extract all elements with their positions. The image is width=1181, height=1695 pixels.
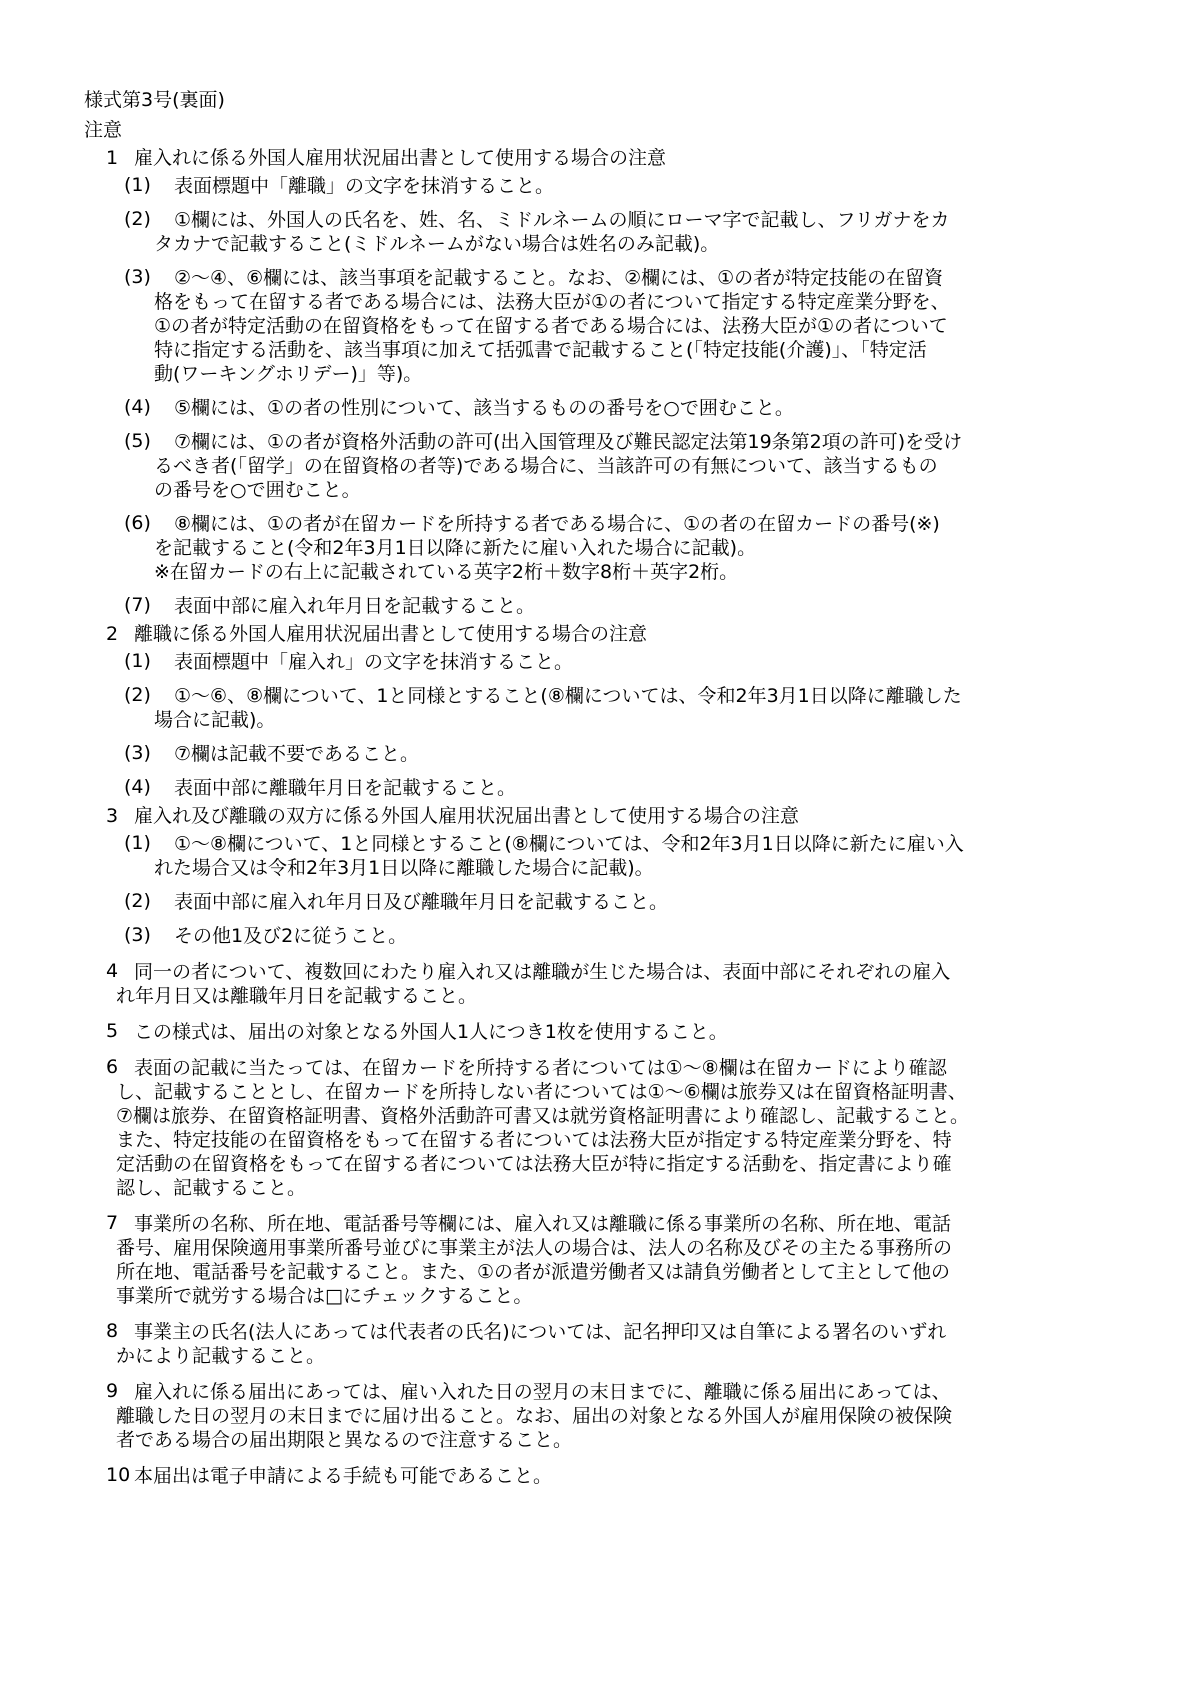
note-item: [84, 1020, 1104, 1044]
item-line: 者である場合の届出期限と異なるので注意すること。: [116, 1429, 573, 1451]
item-line: 認し、記載すること。: [116, 1177, 307, 1199]
subitem-line: その他1及び2に従うこと。: [174, 925, 408, 947]
item-line: かにより記載すること。: [116, 1345, 326, 1367]
document-page: [84, 88, 1104, 1488]
item-line: れ年月日又は離職年月日を記載すること。: [116, 985, 478, 1007]
subitem-number: (4): [124, 776, 151, 798]
section-number: 3: [106, 805, 119, 827]
section-heading: [84, 622, 1104, 646]
note-item: [84, 1056, 1104, 1200]
subitem-line: ⑦欄には、①の者が資格外活動の許可(出入国管理及び難民認定法第19条第2項の許可)を受け: [174, 431, 963, 453]
note-subitem: [84, 924, 1104, 948]
section-heading: [84, 804, 1104, 828]
subitem-line: 特に指定する活動を、該当事項に加えて括弧書で記載すること(「特定技能(介護)」、「特定活: [154, 339, 927, 361]
subitem-line: 格をもって在留する者である場合には、法務大臣が①の者について指定する特定産業分野を、: [154, 291, 950, 313]
subitem-line: ⑧欄には、①の者が在留カードを所持する者である場合に、①の者の在留カードの番号(※): [174, 513, 940, 535]
item-line: この様式は、届出の対象となる外国人1人につき1枚を使用すること。: [134, 1021, 728, 1043]
item-number: 4: [106, 960, 119, 982]
item-line: ⑦欄は旅券、在留資格証明書、資格外活動許可書又は就労資格証明書により確認し、記載すること。: [116, 1105, 970, 1127]
section-title: 雇入れ及び離職の双方に係る外国人雇用状況届出書として使用する場合の注意: [134, 805, 800, 827]
subitem-line: ⑤欄には、①の者の性別について、該当するものの番号を○で囲むこと。: [174, 397, 794, 419]
subitem-line: ①欄には、外国人の氏名を、姓、名、ミドルネームの順にローマ字で記載し、フリガナをカ: [174, 209, 950, 231]
subitem-number: (1): [124, 174, 151, 196]
item-number: 8: [106, 1320, 119, 1342]
section-number: 1: [106, 147, 119, 169]
subitem-line: 場合に記載)。: [154, 709, 276, 731]
note-item: [84, 960, 1104, 1008]
subitem-number: (3): [124, 742, 151, 764]
note-item: [84, 1320, 1104, 1368]
item-line: 所在地、電話番号を記載すること。また、①の者が派遣労働者又は請負労働者として主として他の: [116, 1261, 951, 1283]
note-subitem: [84, 430, 1104, 502]
note-subitem: [84, 208, 1104, 256]
section-number: 2: [106, 623, 119, 645]
item-line: し、記載することとし、在留カードを所持しない者については①～⑥欄は旅券又は在留資格証明書、: [116, 1081, 967, 1103]
subitem-number: (2): [124, 684, 151, 706]
form-label: 様式第3号(裏面): [84, 89, 225, 111]
notes-heading: 注意: [84, 119, 123, 141]
item-line: 雇入れに係る届出にあっては、雇い入れた日の翌月の末日までに、離職に係る届出にあっては、: [134, 1381, 951, 1403]
subitem-line: 表面中部に雇入れ年月日を記載すること。: [174, 595, 536, 617]
subitem-number: (1): [124, 832, 151, 854]
subitem-line: れた場合又は令和2年3月1日以降に離職した場合に記載)。: [154, 857, 654, 879]
item-number: 10: [106, 1464, 131, 1486]
subitem-number: (7): [124, 594, 151, 616]
note-section: [84, 146, 1104, 618]
section-heading: [84, 146, 1104, 170]
item-line: 事業所で就労する場合は□にチェックすること。: [116, 1285, 533, 1307]
subitem-line: の番号を○で囲むこと。: [154, 479, 361, 501]
subitem-line: タカナで記載すること(ミドルネームがない場合は姓名のみ記載)。: [154, 233, 720, 255]
note-subitem: [84, 594, 1104, 618]
subitem-line: 動(ワーキングホリデー)」等)。: [154, 363, 423, 385]
subitem-line: 表面標題中「雇入れ」の文字を抹消すること。: [174, 651, 574, 673]
item-line: 定活動の在留資格をもって在留する者については法務大臣が特に指定する活動を、指定書により確: [116, 1153, 952, 1175]
note-section: [84, 622, 1104, 800]
item-line: 番号、雇用保険適用事業所番号並びに事業主が法人の場合は、法人の名称及びその主たる事務所の: [116, 1237, 953, 1259]
subitem-number: (2): [124, 890, 151, 912]
note-subitem: [84, 174, 1104, 198]
subitem-number: (5): [124, 430, 151, 452]
section-title: 雇入れに係る外国人雇用状況届出書として使用する場合の注意: [134, 147, 667, 169]
subitem-line: ①～⑥、⑧欄について、1と同様とすること(⑧欄については、令和2年3月1日以降に離職した: [174, 685, 962, 707]
item-number: 5: [106, 1020, 119, 1042]
note-subitem: [84, 742, 1104, 766]
note-item: [84, 1380, 1104, 1452]
subitem-line: るべき者(「留学」の在留資格の者等)である場合に、当該許可の有無について、該当するもの: [154, 455, 938, 477]
subitem-line: ②～④、⑥欄には、該当事項を記載すること。なお、②欄には、①の者が特定技能の在留資: [174, 267, 944, 289]
subitem-line: ①～⑧欄について、1と同様とすること(⑧欄については、令和2年3月1日以降に新たに雇い入: [174, 833, 964, 855]
item-line: 本届出は電子申請による手続も可能であること。: [134, 1465, 553, 1487]
notes-sections: [84, 146, 1104, 948]
note-subitem: [84, 890, 1104, 914]
note-subitem: [84, 684, 1104, 732]
subitem-number: (2): [124, 208, 151, 230]
note-subitem: [84, 650, 1104, 674]
item-line: 事業所の名称、所在地、電話番号等欄には、雇入れ又は離職に係る事業所の名称、所在地、電話: [134, 1213, 952, 1235]
note-subitem: [84, 776, 1104, 800]
subitem-number: (3): [124, 924, 151, 946]
subitem-line: ※在留カードの右上に記載されている英字2桁＋数字8桁＋英字2桁。: [154, 561, 739, 583]
item-line: 離職した日の翌月の末日までに届け出ること。なお、届出の対象となる外国人が雇用保険の被保険: [116, 1405, 953, 1427]
note-subitem: [84, 832, 1104, 880]
note-section: [84, 804, 1104, 948]
subitem-line: ①の者が特定活動の在留資格をもって在留する者である場合には、法務大臣が①の者について: [154, 315, 948, 337]
item-number: 6: [106, 1056, 119, 1078]
subitem-number: (3): [124, 266, 151, 288]
subitem-line: ⑦欄は記載不要であること。: [174, 743, 420, 765]
item-number: 7: [106, 1212, 119, 1234]
item-number: 9: [106, 1380, 119, 1402]
note-subitem: [84, 512, 1104, 584]
subitem-line: 表面標題中「離職」の文字を抹消すること。: [174, 175, 555, 197]
subitem-number: (6): [124, 512, 151, 534]
item-line: 事業主の氏名(法人にあっては代表者の氏名)については、記名押印又は自筆による署名のいずれ: [134, 1321, 947, 1343]
subitem-line: を記載すること(令和2年3月1日以降に新たに雇い入れた場合に記載)。: [154, 537, 757, 559]
note-item: [84, 1212, 1104, 1308]
item-line: 同一の者について、複数回にわたり雇入れ又は離職が生じた場合は、表面中部にそれぞれの雇入: [134, 961, 951, 983]
subitem-line: 表面中部に離職年月日を記載すること。: [174, 777, 517, 799]
section-title: 離職に係る外国人雇用状況届出書として使用する場合の注意: [134, 623, 648, 645]
item-line: 表面の記載に当たっては、在留カードを所持する者については①～⑧欄は在留カードにより確認: [134, 1057, 947, 1079]
subitem-line: 表面中部に雇入れ年月日及び離職年月日を記載すること。: [174, 891, 669, 913]
notes-items: [84, 960, 1104, 1488]
note-subitem: [84, 266, 1104, 386]
item-line: また、特定技能の在留資格をもって在留する者については法務大臣が指定する特定産業分野を、特: [116, 1129, 952, 1151]
note-subitem: [84, 396, 1104, 420]
subitem-number: (1): [124, 650, 151, 672]
note-item: [84, 1464, 1104, 1488]
subitem-number: (4): [124, 396, 151, 418]
